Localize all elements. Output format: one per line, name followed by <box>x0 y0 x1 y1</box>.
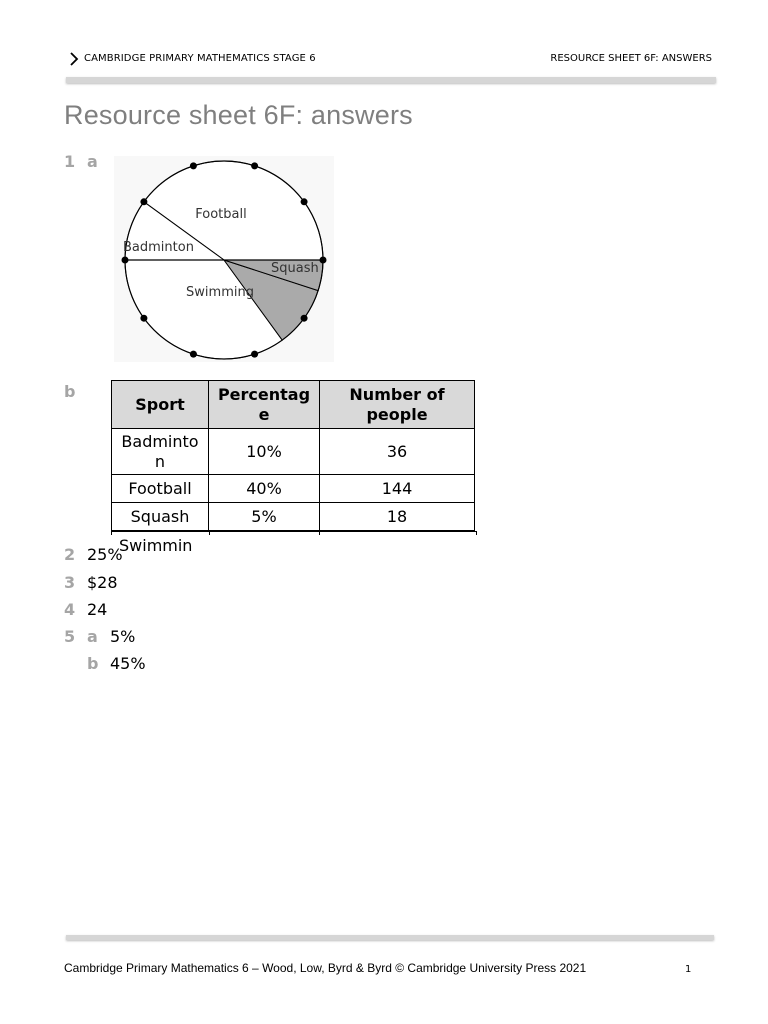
page-title: Resource sheet 6F: answers <box>64 100 413 130</box>
table-row <box>112 503 475 531</box>
answer-4: 24 <box>87 600 108 619</box>
table-cell-sport: Squash <box>112 503 209 531</box>
table-header-number: Number of people <box>320 381 475 429</box>
page-number: 1 <box>685 964 692 975</box>
answer-3: $28 <box>87 573 118 592</box>
pie-division-dot <box>190 351 197 358</box>
table-row-truncated <box>111 531 477 535</box>
question-1-part-a-label: a <box>87 152 98 171</box>
header-sheet-title: RESOURCE SHEET 6F: ANSWERS <box>550 53 712 64</box>
table-row <box>112 475 475 503</box>
table-cell-number: 18 <box>320 503 475 531</box>
table-cell-number: 144 <box>320 475 475 503</box>
question-number-5: 5 <box>64 627 76 646</box>
pie-division-dot <box>122 257 129 264</box>
answer-2: 25% <box>87 545 123 564</box>
footer-copyright: Cambridge Primary Mathematics 6 – Wood, Low, Byrd & Byrd © Cambridge University Press 2021 <box>64 961 587 975</box>
question-5-part-a-label: a <box>87 627 98 646</box>
table-header-sport: Sport <box>112 381 209 429</box>
table-overflow-text: Swimmin <box>119 536 193 555</box>
pie-label-squash: Squash <box>271 261 319 276</box>
answer-5b: 45% <box>110 654 146 673</box>
table-cell-number: 36 <box>320 429 475 475</box>
sport-table <box>111 380 475 531</box>
question-number-3: 3 <box>64 573 76 592</box>
header-rule <box>66 77 716 83</box>
pie-division-dot <box>251 351 258 358</box>
pie-label-swimming: Swimming <box>186 285 254 300</box>
header-series-title: CAMBRIDGE PRIMARY MATHEMATICS STAGE 6 <box>84 53 316 64</box>
page-header <box>64 50 712 70</box>
pie-division-dot <box>301 315 308 322</box>
question-number-2: 2 <box>64 545 76 564</box>
question-5-part-b-label: b <box>87 654 99 673</box>
answer-5a: 5% <box>110 627 136 646</box>
table-cell-percentage: 5% <box>209 503 320 531</box>
question-number-1: 1 <box>64 152 76 171</box>
table-header-row <box>112 381 475 429</box>
pie-division-dot <box>190 162 197 169</box>
question-1-part-b-label: b <box>64 382 76 401</box>
pie-division-dot <box>140 198 147 205</box>
pie-label-badminton: Badminton <box>123 240 194 255</box>
pie-division-dot <box>320 257 327 264</box>
table-cell-percentage: 10% <box>209 429 320 475</box>
table-cell-sport: Badminton <box>112 429 209 475</box>
table-header-percentage: Percentage <box>209 381 320 429</box>
table-cell-percentage: 40% <box>209 475 320 503</box>
table-cell-sport: Football <box>112 475 209 503</box>
chevron-right-icon <box>68 52 80 66</box>
pie-chart <box>114 156 334 362</box>
footer-rule <box>66 935 714 940</box>
pie-label-football: Football <box>195 207 247 222</box>
question-number-4: 4 <box>64 600 76 619</box>
pie-division-dot <box>251 162 258 169</box>
table-row <box>112 429 475 475</box>
pie-division-dot <box>301 198 308 205</box>
pie-division-dot <box>140 315 147 322</box>
